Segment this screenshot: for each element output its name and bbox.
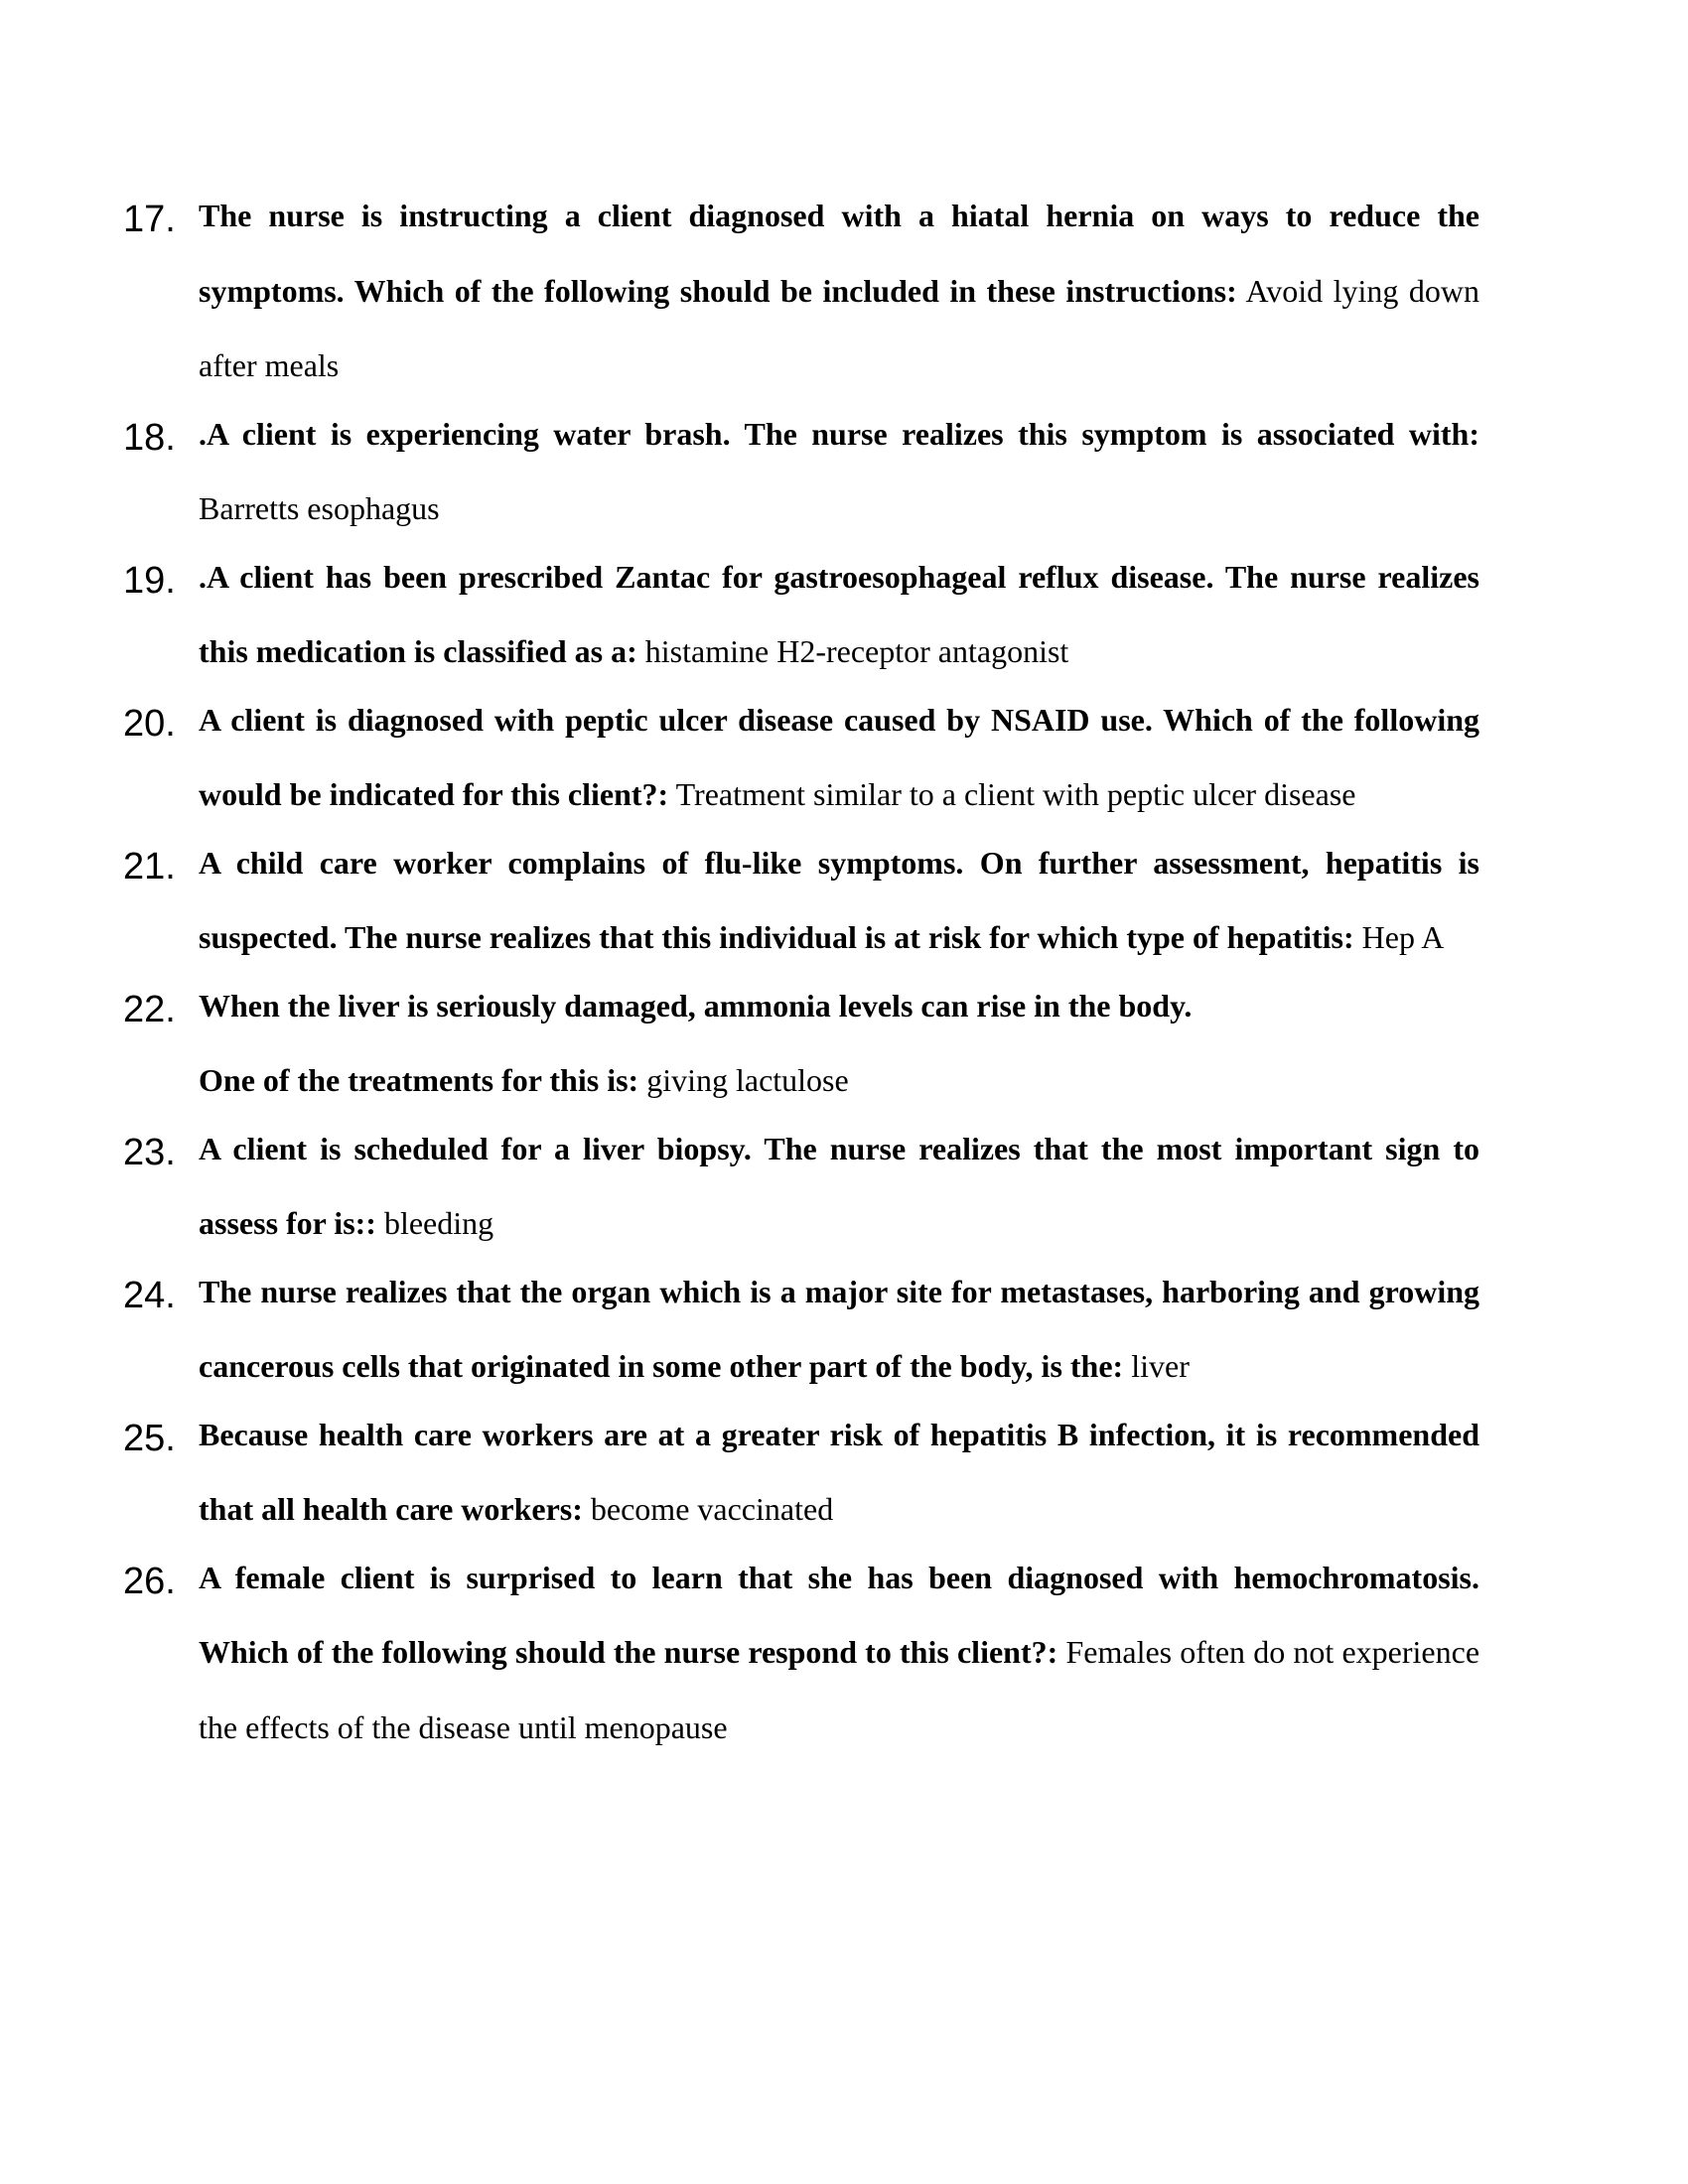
- question-number: 23.: [123, 1131, 176, 1173]
- question-item-18: [123, 415, 1479, 547]
- question-number: 20.: [123, 702, 176, 745]
- answer-text: become vaccinated: [590, 1491, 834, 1527]
- question-text-block: [199, 179, 1479, 404]
- question-text: A client is scheduled for a liver biopsy. The nurse realizes that the most important sign to assess for is::: [199, 1130, 1479, 1241]
- question-item-25: [123, 1416, 1479, 1548]
- question-text-block: [199, 826, 1479, 976]
- question-list: [123, 197, 1479, 1776]
- question-text-block: [199, 540, 1479, 690]
- question-text-block: [199, 969, 1479, 1119]
- question-number: 17.: [123, 199, 176, 240]
- question-text: Because health care workers are at a greater risk of hepatitis B infection, it is recommended that all health care workers:: [199, 1416, 1479, 1527]
- question-number: 24.: [123, 1274, 176, 1316]
- question-text: The nurse is instructing a client diagnosed with a hiatal hernia on ways to reduce the symptoms. Which of the following should be included in these instructions:: [199, 198, 1479, 309]
- question-item-20: [123, 701, 1479, 833]
- question-item-19: [123, 558, 1479, 690]
- answer-text: histamine H2-receptor antagonist: [644, 633, 1069, 669]
- question-text-block: [199, 397, 1479, 547]
- question-number: 21.: [123, 845, 176, 887]
- question-text: A client is diagnosed with peptic ulcer disease caused by NSAID use. Which of the following would be indicated for this client?:: [199, 701, 1479, 812]
- answer-text: Barretts esophagus: [199, 490, 440, 526]
- answer-text: Hep A: [1361, 919, 1445, 955]
- question-text-block: [199, 683, 1479, 833]
- question-text: A female client is surprised to learn that she has been diagnosed with hemochromatosis. Which of the following should the nurse respond to this client?:: [199, 1559, 1479, 1670]
- answer-text: Avoid lying down after meals: [199, 272, 1480, 383]
- answer-text: liver: [1131, 1348, 1190, 1384]
- question-text-block: [199, 1255, 1479, 1405]
- question-text-line-2: One of the treatments for this is:: [199, 1062, 639, 1098]
- question-number: 18.: [123, 416, 176, 459]
- question-number: 26.: [123, 1560, 176, 1602]
- question-number: 25.: [123, 1417, 176, 1459]
- question-item-17: [123, 197, 1479, 404]
- question-number: 19.: [123, 559, 176, 602]
- question-text: .A client is experiencing water brash. The nurse realizes this symptom is associated with:: [199, 415, 1479, 452]
- question-text: .A client has been prescribed Zantac for gastroesophageal reflux disease. The nurse realizes this medication is classified as a:: [199, 558, 1479, 669]
- question-text: When the liver is seriously damaged, ammonia levels can rise in the body.: [199, 987, 1193, 1024]
- answer-text: Treatment similar to a client with peptic ulcer disease: [675, 776, 1356, 812]
- question-text-block: [199, 1398, 1479, 1548]
- question-text: The nurse realizes that the organ which is a major site for metastases, harboring and growing cancerous cells that originated in some other part of the body, is the:: [199, 1273, 1479, 1384]
- answer-text: bleeding: [383, 1205, 494, 1241]
- question-item-21: [123, 844, 1479, 976]
- question-text-block: [199, 1541, 1479, 1766]
- question-item-26: [123, 1559, 1479, 1766]
- answer-text: giving lactulose: [646, 1062, 849, 1098]
- answer-text: Females often do not experience the effects of the disease until menopause: [199, 1634, 1480, 1745]
- question-number: 22.: [123, 988, 176, 1030]
- question-item-22: [123, 987, 1479, 1119]
- question-text: A child care worker complains of flu-like symptoms. On further assessment, hepatitis is suspected. The nurse realizes that this individual is at risk for which type of hepatitis:: [199, 844, 1479, 955]
- question-text-block: [199, 1112, 1479, 1262]
- question-item-24: [123, 1273, 1479, 1405]
- question-item-23: [123, 1130, 1479, 1262]
